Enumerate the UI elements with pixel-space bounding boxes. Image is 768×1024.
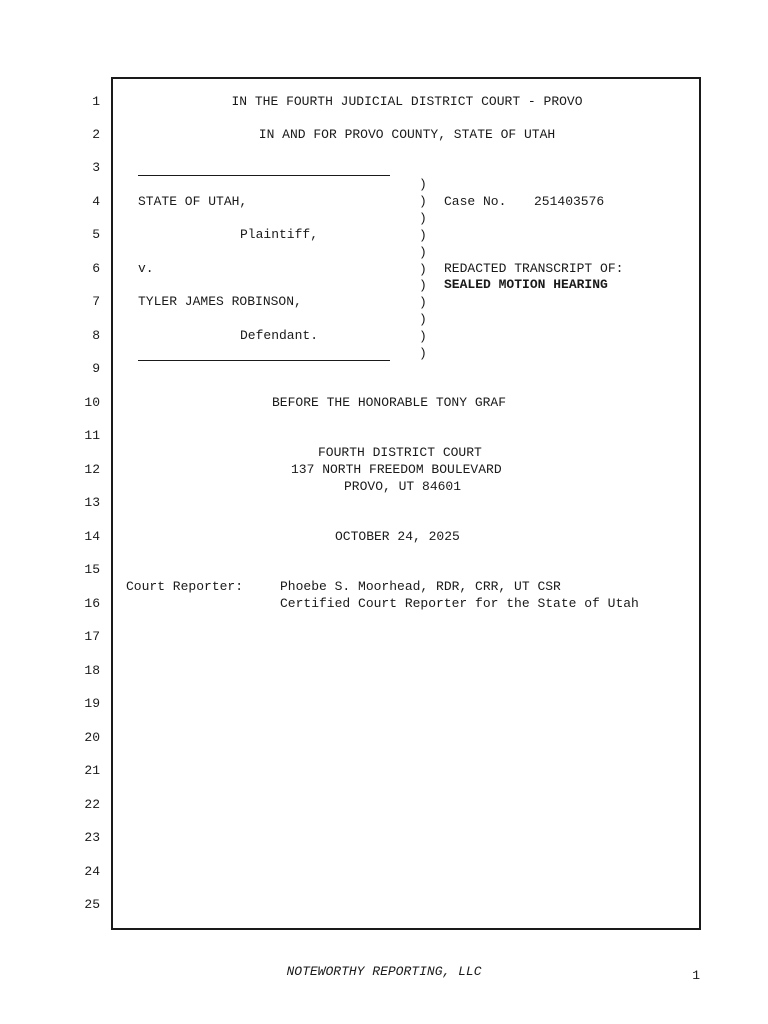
line-number: 3 xyxy=(92,160,100,175)
line-number: 11 xyxy=(84,428,100,443)
caption-top-rule xyxy=(138,175,390,176)
plaintiff-name: STATE OF UTAH, xyxy=(138,194,248,209)
line-number: 17 xyxy=(84,629,100,644)
line-number: 8 xyxy=(92,328,100,343)
line-number: 21 xyxy=(84,763,100,778)
transcript-type: REDACTED TRANSCRIPT OF: xyxy=(444,261,624,276)
line-number: 2 xyxy=(92,127,100,142)
caption-bottom-rule xyxy=(138,360,390,361)
venue-name: FOURTH DISTRICT COURT xyxy=(318,445,482,460)
line-number: 1 xyxy=(92,94,100,109)
line-number: 19 xyxy=(84,696,100,711)
case-number: 251403576 xyxy=(534,194,605,209)
line-number: 18 xyxy=(84,663,100,678)
line-number: 23 xyxy=(84,830,100,845)
line-number: 9 xyxy=(92,361,100,376)
line-number: 22 xyxy=(84,797,100,812)
reporter-name: Phoebe S. Moorhead, RDR, CRR, UT CSR xyxy=(280,579,561,594)
line-number: 16 xyxy=(84,596,100,611)
line-number: 4 xyxy=(92,194,100,209)
line-number: 12 xyxy=(84,462,100,477)
caption-paren-column: ) ) ) ) ) ) ) ) ) ) ) xyxy=(419,177,427,362)
court-title-line2: IN AND FOR PROVO COUNTY, STATE OF UTAH xyxy=(258,127,556,142)
hearing-title: SEALED MOTION HEARING xyxy=(444,277,608,292)
page-number: 1 xyxy=(692,968,700,983)
line-number: 14 xyxy=(84,529,100,544)
line-number: 7 xyxy=(92,294,100,309)
court-title-line1: IN THE FOURTH JUDICIAL DISTRICT COURT - PROVO xyxy=(231,94,583,109)
case-number-label: Case No. xyxy=(444,194,507,209)
footer-firm: NOTEWORTHY REPORTING, LLC xyxy=(286,964,482,979)
line-number: 10 xyxy=(84,395,100,410)
defendant-name: TYLER JAMES ROBINSON, xyxy=(138,294,302,309)
line-number: 25 xyxy=(84,897,100,912)
hearing-date: OCTOBER 24, 2025 xyxy=(335,529,460,544)
venue-street: 137 NORTH FREEDOM BOULEVARD xyxy=(291,462,502,477)
versus: v. xyxy=(138,261,154,276)
line-number: 24 xyxy=(84,864,100,879)
line-number: 6 xyxy=(92,261,100,276)
reporter-title: Certified Court Reporter for the State of Utah xyxy=(280,596,639,611)
plaintiff-role: Plaintiff, xyxy=(240,227,319,242)
line-number: 5 xyxy=(92,227,100,242)
line-number: 15 xyxy=(84,562,100,577)
reporter-label: Court Reporter: xyxy=(126,579,244,594)
defendant-role: Defendant. xyxy=(240,328,319,343)
venue-city: PROVO, UT 84601 xyxy=(344,479,462,494)
line-number: 20 xyxy=(84,730,100,745)
line-number: 13 xyxy=(84,495,100,510)
judge-line: BEFORE THE HONORABLE TONY GRAF xyxy=(272,395,507,410)
